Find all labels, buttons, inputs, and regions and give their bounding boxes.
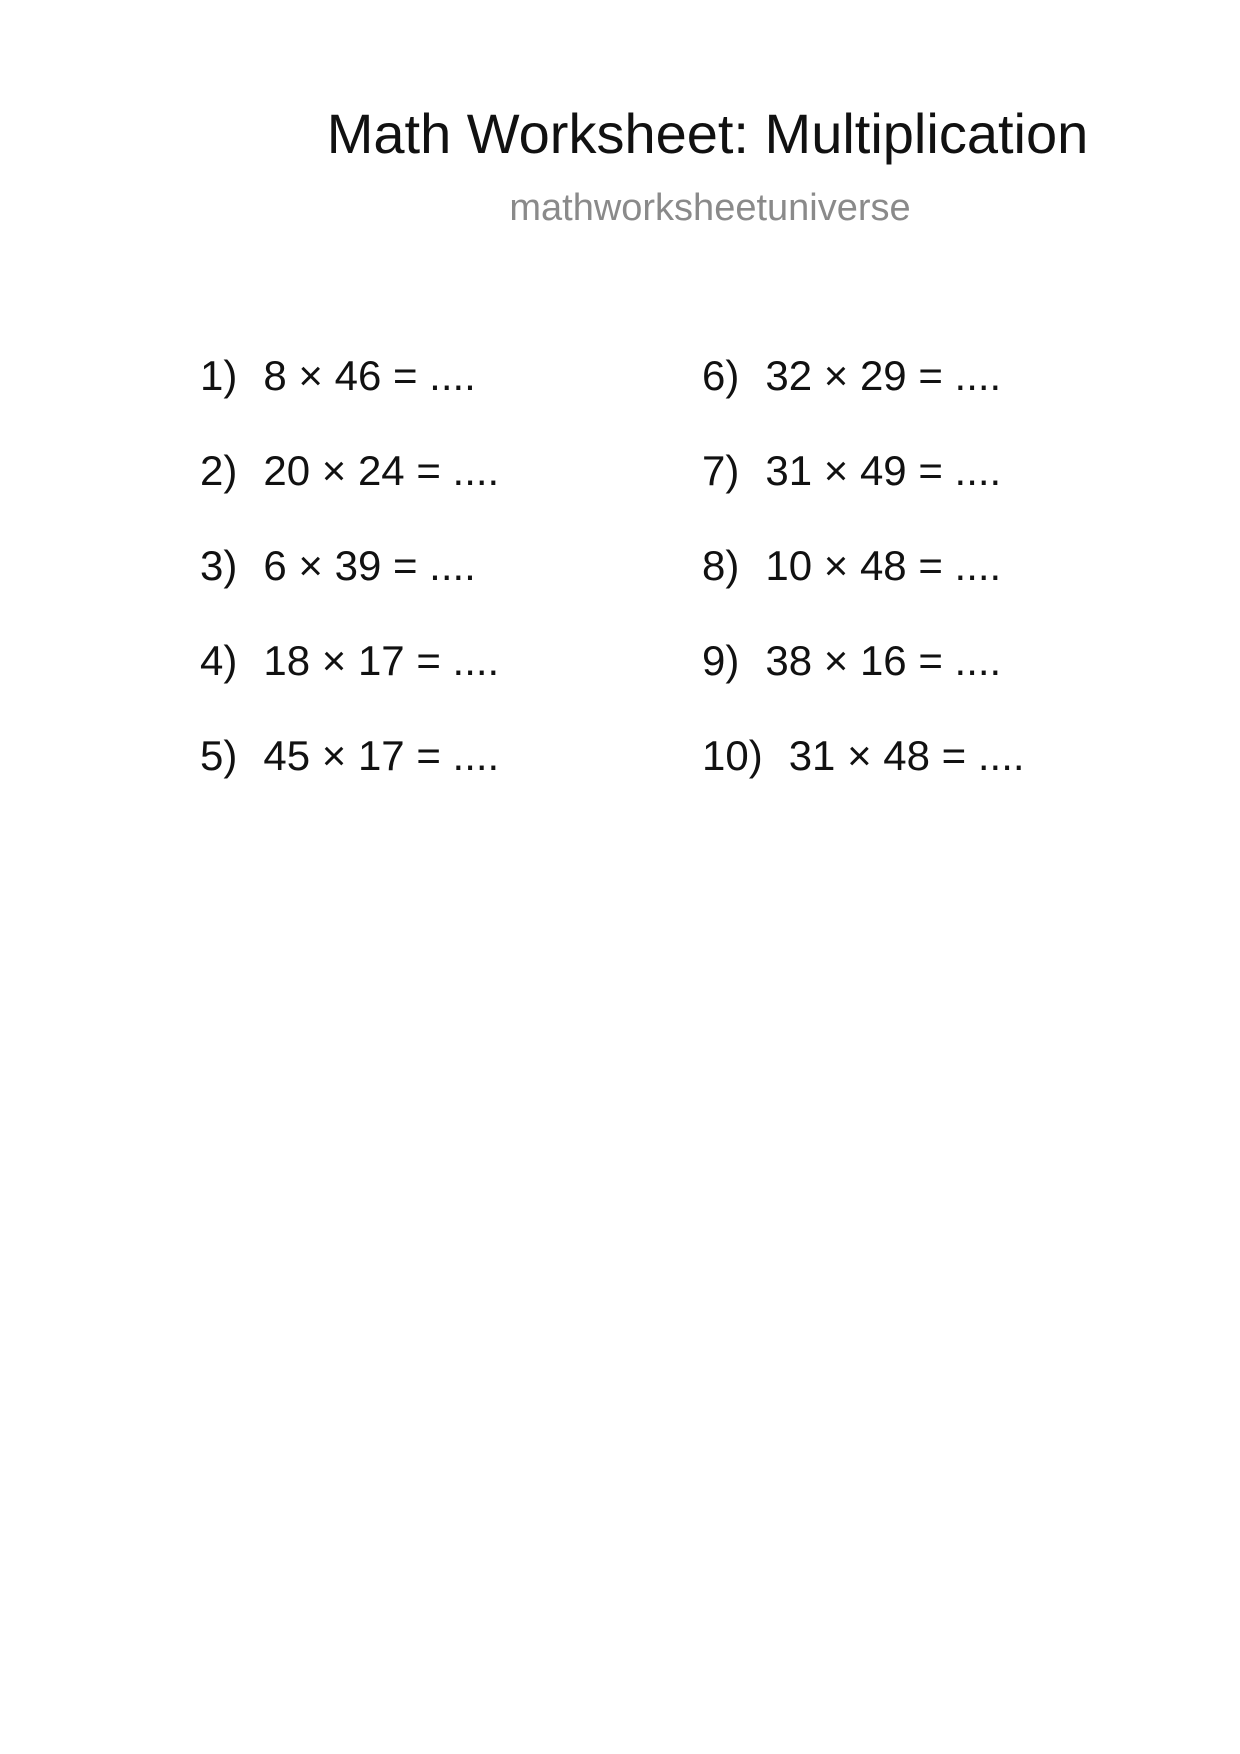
worksheet-title: Math Worksheet: Multiplication <box>326 102 1089 165</box>
problem-number: 9) <box>702 637 740 684</box>
problem-expression: 31 × 48 = .... <box>788 732 1025 779</box>
problem-10 <box>702 730 1182 825</box>
problem-number: 2) <box>200 447 238 494</box>
problem-column-right <box>702 350 1182 825</box>
problem-expression: 38 × 16 = .... <box>765 637 1002 684</box>
problem-2 <box>200 445 680 540</box>
problem-number: 8) <box>702 542 740 589</box>
problem-expression: 10 × 48 = .... <box>765 542 1002 589</box>
problem-6 <box>702 350 1182 445</box>
problem-number: 1) <box>200 352 238 399</box>
problem-4 <box>200 635 680 730</box>
problem-column-left <box>200 350 680 825</box>
problem-expression: 31 × 49 = .... <box>765 447 1002 494</box>
problem-number: 3) <box>200 542 238 589</box>
worksheet-subtitle: mathworksheetuniverse <box>509 187 911 229</box>
problem-expression: 6 × 39 = .... <box>263 542 476 589</box>
problem-list <box>0 350 1240 830</box>
problem-7 <box>702 445 1182 540</box>
problem-5 <box>200 730 680 825</box>
problem-3 <box>200 540 680 635</box>
problem-expression: 45 × 17 = .... <box>263 732 500 779</box>
problem-number: 10) <box>702 732 763 779</box>
problem-number: 6) <box>702 352 740 399</box>
problem-expression: 32 × 29 = .... <box>765 352 1002 399</box>
problem-number: 5) <box>200 732 238 779</box>
problem-1 <box>200 350 680 445</box>
problem-expression: 20 × 24 = .... <box>263 447 500 494</box>
problem-8 <box>702 540 1182 635</box>
problem-9 <box>702 635 1182 730</box>
problem-expression: 18 × 17 = .... <box>263 637 500 684</box>
problem-expression: 8 × 46 = .... <box>263 352 476 399</box>
problem-number: 4) <box>200 637 238 684</box>
problem-number: 7) <box>702 447 740 494</box>
